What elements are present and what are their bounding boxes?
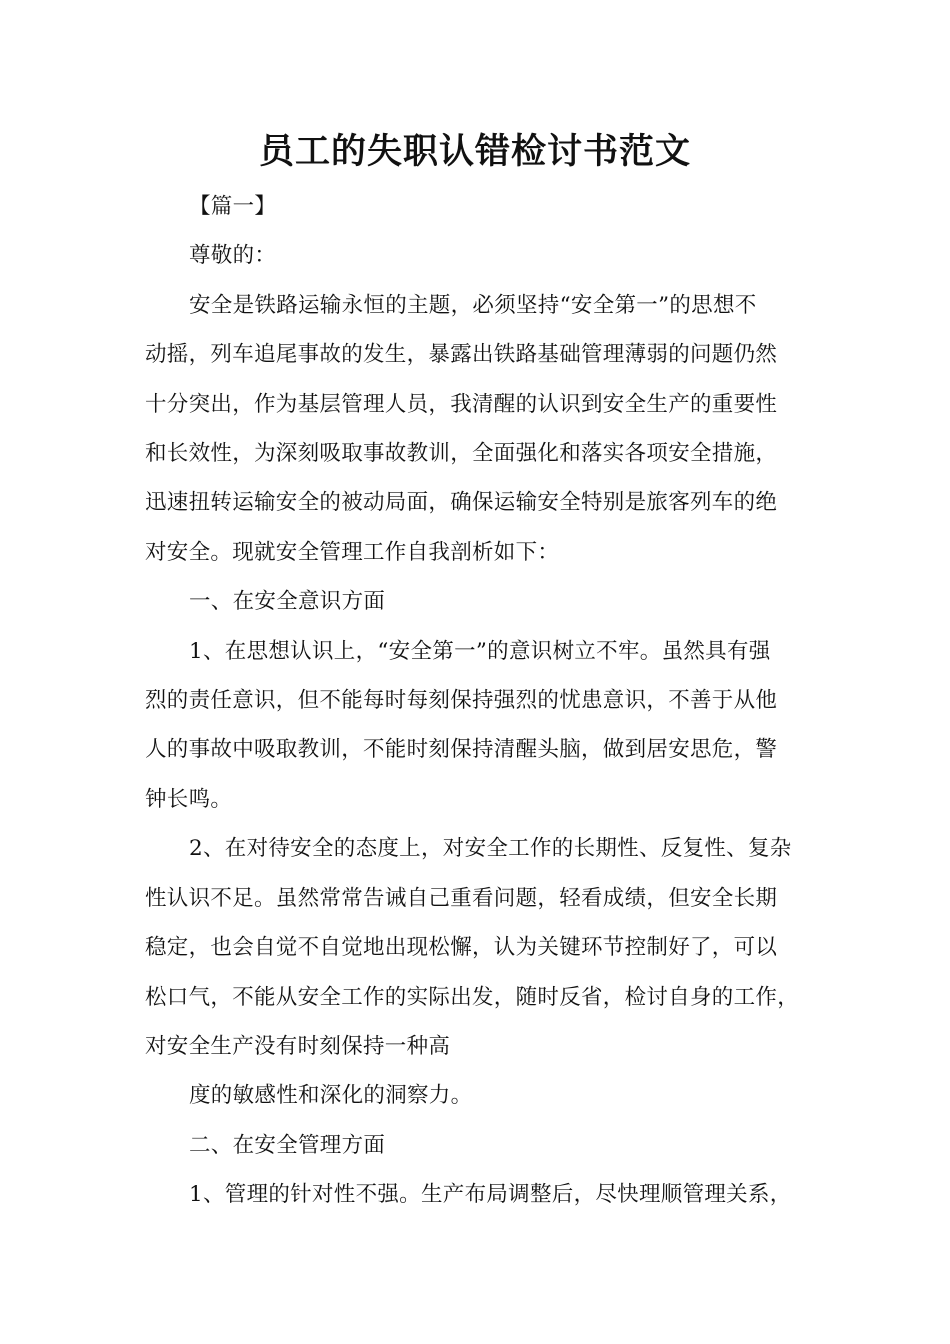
text-line: 和长效性，为深刻吸取事故教训，全面强化和落实各项安全措施， — [145, 441, 778, 467]
text-line: 【篇一】 — [189, 194, 277, 219]
text-line: 松口气，不能从安全工作的实际出发，随时反省，检讨自身的工作， — [145, 984, 800, 1010]
document-body — [145, 182, 825, 1220]
text-line: 对安全。现就安全管理工作自我剖析如下： — [145, 539, 560, 565]
text-line: 2、在对待安全的态度上，对安全工作的长期性、反复性、复杂 — [189, 836, 792, 862]
text-line: 1、管理的针对性不强。生产布局调整后，尽快理顺管理关系， — [189, 1182, 792, 1208]
text-line: 动摇，列车追尾事故的发生，暴露出铁路基础管理薄弱的问题仍然 — [145, 342, 778, 368]
text-line: 十分突出，作为基层管理人员，我清醒的认识到安全生产的重要性 — [145, 391, 778, 417]
text-line: 安全是铁路运输永恒的主题，必须坚持“安全第一”的思想不 — [189, 292, 757, 318]
text-line: 烈的责任意识，但不能每时每刻保持强烈的忧患意识，不善于从他 — [145, 688, 778, 714]
text-line: 尊敬的： — [189, 243, 277, 269]
text-line: 迅速扭转运输安全的被动局面，确保运输安全特别是旅客列车的绝 — [145, 490, 778, 516]
text-line: 1、在思想认识上，“安全第一”的意识树立不牢。虽然具有强 — [189, 638, 771, 664]
text-line: 稳定，也会自觉不自觉地出现松懈，认为关键环节控制好了，可以 — [145, 935, 778, 961]
text-line: 对安全生产没有时刻保持一种高 — [145, 1033, 451, 1059]
document-title: 员工的失职认错检讨书范文 — [258, 131, 691, 172]
text-line: 二、在安全管理方面 — [189, 1132, 386, 1158]
text-line: 度的敏感性和深化的洞察力。 — [189, 1083, 473, 1109]
text-line: 人的事故中吸取教训，不能时刻保持清醒头脑，做到居安思危，警 — [145, 737, 778, 763]
text-line: 性认识不足。虽然常常告诫自己重看问题，轻看成绩，但安全长期 — [145, 885, 778, 911]
text-line: 一、在安全意识方面 — [189, 589, 386, 615]
text-line: 钟长鸣。 — [145, 786, 233, 812]
